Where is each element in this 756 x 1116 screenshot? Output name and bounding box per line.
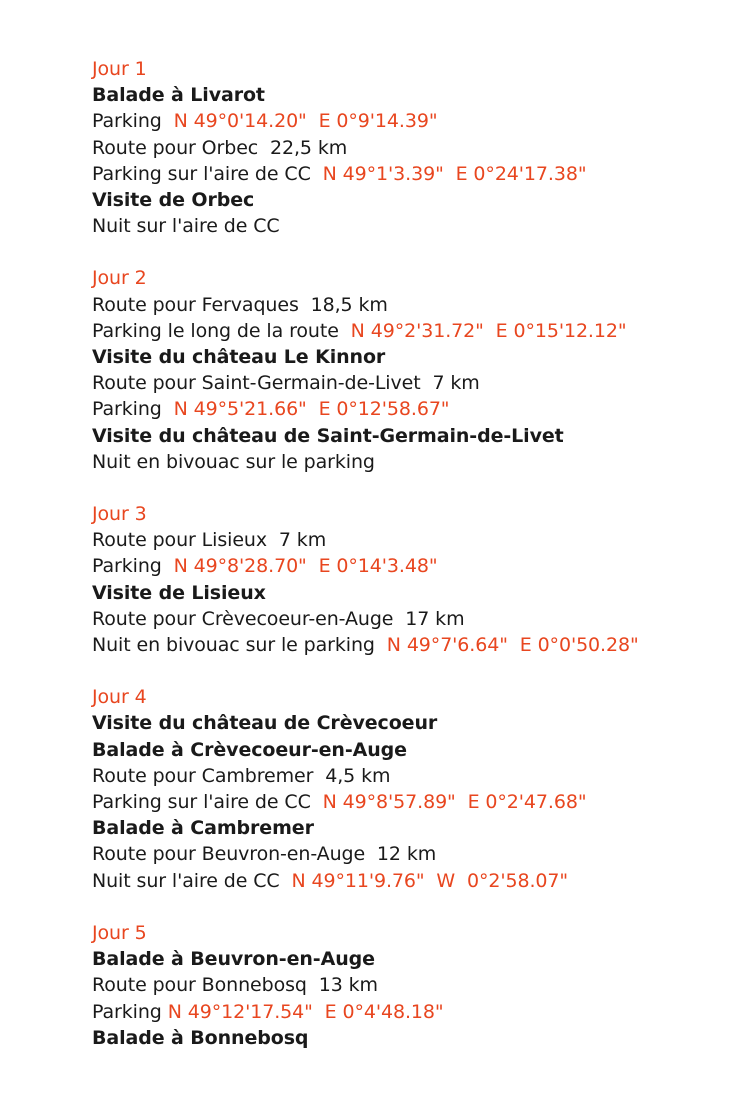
gps-coordinates: N 49°7'6.64" E 0°0'50.28" [386, 634, 639, 657]
parking-line [92, 318, 742, 344]
day-section [92, 56, 742, 239]
itinerary-document [92, 56, 742, 1077]
gps-coordinates: N 49°2'31.72" E 0°15'12.12" [350, 319, 627, 342]
gps-coordinates: N 49°11'9.76" W 0°2'58.07" [291, 869, 569, 892]
day-section [92, 920, 742, 1051]
activity-line [92, 187, 742, 213]
route-line [92, 606, 742, 632]
route-line [92, 213, 742, 239]
activity-line [92, 82, 742, 108]
activity-line [92, 580, 742, 606]
gps-coordinates: N 49°8'28.70" E 0°14'3.48" [173, 555, 438, 578]
line-text: Visite du château de Crèvecoeur [92, 712, 438, 735]
activity-line [92, 815, 742, 841]
route-line [92, 841, 742, 867]
day-title: Jour 3 [92, 503, 147, 526]
activity-line [92, 423, 742, 449]
route-line [92, 135, 742, 161]
line-text: Route pour Fervaques 18,5 km [92, 293, 388, 316]
gps-coordinates: N 49°0'14.20" E 0°9'14.39" [173, 110, 438, 133]
line-text: Balade à Livarot [92, 84, 265, 107]
route-line [92, 763, 742, 789]
line-text: Nuit en bivouac sur le parking [92, 634, 387, 657]
day-section [92, 684, 742, 894]
day-section [92, 265, 742, 475]
line-text: Parking sur l'aire de CC [92, 162, 323, 185]
line-text: Route pour Saint-Germain-de-Livet 7 km [92, 372, 480, 395]
line-text: Parking [92, 110, 174, 133]
line-text: Route pour Crèvecoeur-en-Auge 17 km [92, 607, 465, 630]
line-text: Parking [92, 1000, 168, 1023]
line-text: Balade à Crèvecoeur-en-Auge [92, 738, 407, 761]
day-title: Jour 2 [92, 267, 147, 290]
route-line [92, 527, 742, 553]
parking-line [92, 553, 742, 579]
line-text: Route pour Orbec 22,5 km [92, 136, 348, 159]
line-text: Nuit en bivouac sur le parking [92, 450, 375, 473]
route-line [92, 292, 742, 318]
activity-line [92, 1025, 742, 1051]
activity-line [92, 710, 742, 736]
line-text: Visite de Lisieux [92, 581, 266, 604]
line-text: Parking sur l'aire de CC [92, 791, 323, 814]
line-text: Visite du château de Saint-Germain-de-Livet [92, 424, 564, 447]
parking-line [92, 789, 742, 815]
gps-coordinates: N 49°12'17.54" E 0°4'48.18" [167, 1000, 444, 1023]
line-text: Visite de Orbec [92, 189, 255, 212]
line-text: Visite du château Le Kinnor [92, 346, 386, 369]
day-section [92, 501, 742, 658]
line-text: Route pour Beuvron-en-Auge 12 km [92, 843, 437, 866]
activity-line [92, 737, 742, 763]
line-text: Route pour Cambremer 4,5 km [92, 764, 391, 787]
activity-line [92, 344, 742, 370]
line-text: Balade à Beuvron-en-Auge [92, 948, 375, 971]
parking-line [92, 396, 742, 422]
parking-line [92, 868, 742, 894]
line-text: Balade à Bonnebosq [92, 1026, 309, 1049]
gps-coordinates: N 49°8'57.89" E 0°2'47.68" [322, 791, 587, 814]
line-text: Balade à Cambremer [92, 817, 314, 840]
gps-coordinates: N 49°1'3.39" E 0°24'17.38" [322, 162, 587, 185]
day-title: Jour 5 [92, 921, 147, 944]
day-title: Jour 1 [92, 58, 147, 80]
line-text: Parking [92, 398, 174, 421]
line-text: Parking le long de la route [92, 319, 351, 342]
line-text: Parking [92, 555, 174, 578]
parking-line [92, 632, 742, 658]
parking-line [92, 999, 742, 1025]
day-title: Jour 4 [92, 686, 147, 709]
route-line [92, 449, 742, 475]
route-line [92, 370, 742, 396]
line-text: Route pour Lisieux 7 km [92, 529, 327, 552]
parking-line [92, 161, 742, 187]
activity-line [92, 946, 742, 972]
line-text: Nuit sur l'aire de CC [92, 215, 280, 238]
line-text: Nuit sur l'aire de CC [92, 869, 292, 892]
gps-coordinates: N 49°5'21.66" E 0°12'58.67" [173, 398, 450, 421]
route-line [92, 972, 742, 998]
parking-line [92, 108, 742, 134]
line-text: Route pour Bonnebosq 13 km [92, 974, 378, 997]
